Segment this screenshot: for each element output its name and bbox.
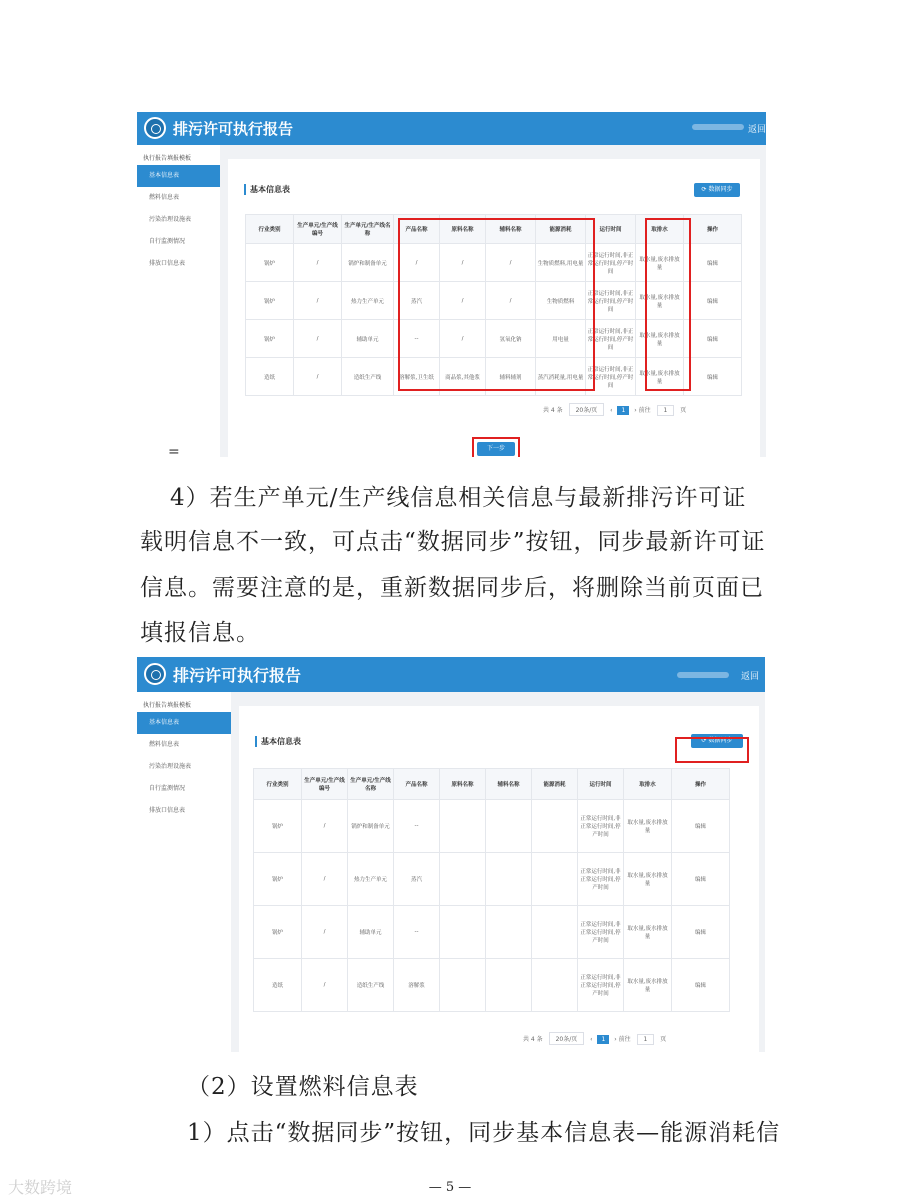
table-cell: 辅助单元 xyxy=(342,320,394,358)
user-name-blurred xyxy=(677,672,729,678)
edit-link[interactable]: 编辑 xyxy=(684,282,742,320)
header-runtime: 运行时间 xyxy=(578,769,624,800)
page-number: — 5 — xyxy=(428,1180,472,1195)
table-cell: 蒸汽 xyxy=(394,853,440,906)
page-unit: 页 xyxy=(680,407,687,414)
table-cell xyxy=(532,959,578,1012)
table-cell: / xyxy=(302,800,348,853)
header-unit-code: 生产单元/生产线编号 xyxy=(294,215,342,244)
user-name-blurred xyxy=(692,124,744,130)
pagination xyxy=(523,1032,666,1045)
header-water: 取排水 xyxy=(624,769,672,800)
table-cell: / xyxy=(294,320,342,358)
stray-mark: = xyxy=(168,444,180,460)
header-runtime: 运行时间 xyxy=(586,215,636,244)
sidebar-item-self-monitoring[interactable]: 自行监测情况 xyxy=(149,238,186,245)
header-product: 产品名称 xyxy=(394,215,440,244)
table-cell: 生物质燃料 xyxy=(536,282,586,320)
table-cell: / xyxy=(486,282,536,320)
header-energy: 能源消耗 xyxy=(532,769,578,800)
page-current[interactable]: 1 xyxy=(597,1035,609,1044)
header-raw-material: 原料名称 xyxy=(440,769,486,800)
highlight-box-materials xyxy=(398,218,595,391)
data-sync-button[interactable]: ⟳ 数据同步 xyxy=(691,734,743,748)
sidebar-item-basic-info[interactable]: 基本信息表 xyxy=(137,712,231,734)
table-cell: 氢氧化钠 xyxy=(486,320,536,358)
table-cell: 辅助单元 xyxy=(348,906,394,959)
back-link[interactable]: 返回 xyxy=(741,672,760,682)
paragraph-line-2: 载明信息不一致，可点击“数据同步”按钮，同步最新许可证 xyxy=(140,529,766,555)
paragraph-line-1: 4）若生产单元/生产线信息相关信息与最新排污许可证 xyxy=(170,485,747,511)
screenshot-basic-info-2 xyxy=(137,657,765,1052)
table-cell xyxy=(440,959,486,1012)
table-cell: 造纸 xyxy=(246,358,294,396)
table-cell: / xyxy=(302,959,348,1012)
paragraph-line-3: 信息。需要注意的是，重新数据同步后，将删除当前页面已 xyxy=(140,575,764,601)
header-auxiliary: 辅料名称 xyxy=(486,769,532,800)
pagination xyxy=(543,403,686,416)
table-cell: 取水量,废水排放量 xyxy=(624,853,672,906)
table-cell: 热力生产单元 xyxy=(342,282,394,320)
table-cell: -- xyxy=(394,320,440,358)
table-cell: / xyxy=(394,244,440,282)
table-cell: 正常运行时间,非正常运行时间,停产时间 xyxy=(586,244,636,282)
basic-info-table xyxy=(253,768,730,1012)
table-row xyxy=(254,853,730,906)
sidebar-group-title[interactable]: 执行报告填报模板 xyxy=(143,702,192,709)
table-cell: 取水量,废水排放量 xyxy=(624,959,672,1012)
data-sync-label: 数据同步 xyxy=(708,737,733,744)
sidebar-item-fuel-info[interactable]: 燃料信息表 xyxy=(149,741,180,748)
table-cell: / xyxy=(302,853,348,906)
table-row xyxy=(254,800,730,853)
data-sync-label: 数据同步 xyxy=(708,186,733,193)
sidebar-item-self-monitoring[interactable]: 自行监测情况 xyxy=(149,785,186,792)
table-cell: 正常运行时间,非正常运行时间,停产时间 xyxy=(578,906,624,959)
edit-link[interactable]: 编辑 xyxy=(672,906,730,959)
table-cell: 造纸生产线 xyxy=(348,959,394,1012)
table-cell: 溶解浆 xyxy=(394,959,440,1012)
table-cell: 锅炉 xyxy=(254,800,302,853)
table-cell: 锅炉和制备单元 xyxy=(348,800,394,853)
edit-link[interactable]: 编辑 xyxy=(672,853,730,906)
table-cell: / xyxy=(294,282,342,320)
table-cell: 生物质燃料,用电量 xyxy=(536,244,586,282)
header-industry: 行业类别 xyxy=(254,769,302,800)
page-size-select[interactable]: 20条/页 xyxy=(549,1032,585,1045)
table-cell xyxy=(532,906,578,959)
table-row xyxy=(254,906,730,959)
table-cell: 取水量,废水排放量 xyxy=(636,320,684,358)
table-cell: 取水量,废水排放量 xyxy=(636,244,684,282)
table-cell xyxy=(440,800,486,853)
app-header xyxy=(137,112,766,145)
table-cell: 取水量,废水排放量 xyxy=(624,906,672,959)
header-energy: 能源消耗 xyxy=(536,215,586,244)
header-industry: 行业类别 xyxy=(246,215,294,244)
table-cell: 正常运行时间,非正常运行时间,停产时间 xyxy=(578,800,624,853)
table-cell: 正常运行时间,非正常运行时间,停产时间 xyxy=(578,959,624,1012)
header-unit-name: 生产单元/生产线名称 xyxy=(348,769,394,800)
data-sync-button[interactable]: ⟳ 数据同步 xyxy=(694,183,740,197)
table-cell xyxy=(486,800,532,853)
highlight-box-sync xyxy=(675,737,749,763)
header-action: 操作 xyxy=(672,769,730,800)
section-heading: （2）设置燃料信息表 xyxy=(187,1074,419,1100)
sidebar-item-outlet-info[interactable]: 排放口信息表 xyxy=(149,260,186,267)
page-current[interactable]: 1 xyxy=(617,406,629,415)
next-page-icon[interactable]: › xyxy=(634,407,637,414)
sidebar xyxy=(137,145,221,457)
goto-input[interactable]: 1 xyxy=(657,405,675,416)
sidebar xyxy=(137,692,232,1052)
highlight-box-water xyxy=(645,218,691,391)
table-cell: 造纸生产线 xyxy=(342,358,394,396)
table-cell: / xyxy=(302,906,348,959)
edit-link[interactable]: 编辑 xyxy=(684,320,742,358)
app-title: 排污许可执行报告 xyxy=(173,120,294,138)
edit-link[interactable]: 编辑 xyxy=(672,959,730,1012)
table-cell: 取水量,废水排放量 xyxy=(624,800,672,853)
goto-label: 前往 xyxy=(618,1036,631,1043)
goto-input[interactable]: 1 xyxy=(637,1034,655,1045)
table-cell: 正常运行时间,非正常运行时间,停产时间 xyxy=(586,320,636,358)
header-water: 取排水 xyxy=(636,215,684,244)
edit-link[interactable]: 编辑 xyxy=(684,358,742,396)
header-raw-material: 原料名称 xyxy=(440,215,486,244)
header-unit-code: 生产单元/生产线编号 xyxy=(302,769,348,800)
sidebar-item-pollution-facility[interactable]: 污染治理设施表 xyxy=(149,763,192,770)
table-cell xyxy=(532,800,578,853)
table-cell: -- xyxy=(394,906,440,959)
table-cell: 造纸 xyxy=(254,959,302,1012)
sidebar-item-pollution-facility[interactable]: 污染治理设施表 xyxy=(149,216,192,223)
table-cell: 用电量 xyxy=(536,320,586,358)
sidebar-group-title[interactable]: 执行报告填报模板 xyxy=(143,155,192,162)
next-step-button[interactable]: 下一步 xyxy=(477,442,515,456)
header-unit-name: 生产单元/生产线名称 xyxy=(342,215,394,244)
app-header xyxy=(137,657,765,692)
next-page-icon[interactable]: › xyxy=(614,1036,617,1043)
table-cell xyxy=(486,906,532,959)
emblem-icon xyxy=(144,663,166,685)
edit-link[interactable]: 编辑 xyxy=(684,244,742,282)
table-cell: 锅炉 xyxy=(246,244,294,282)
header-auxiliary: 辅料名称 xyxy=(486,215,536,244)
table-cell: / xyxy=(486,244,536,282)
table-cell: 正常运行时间,非正常运行时间,停产时间 xyxy=(578,853,624,906)
back-link[interactable]: 返回 xyxy=(748,125,766,135)
table-cell: / xyxy=(294,358,342,396)
page-unit: 页 xyxy=(660,1036,667,1043)
table-cell: 取水量,废水排放量 xyxy=(636,282,684,320)
page-size-select[interactable]: 20条/页 xyxy=(569,403,605,416)
screenshot-basic-info-1 xyxy=(137,112,766,457)
table-cell: 热力生产单元 xyxy=(348,853,394,906)
table-cell: 锅炉 xyxy=(246,320,294,358)
table-cell: 锅炉 xyxy=(246,282,294,320)
sidebar-item-fuel-info[interactable]: 燃料信息表 xyxy=(149,194,180,201)
table-cell: 锅炉和制备单元 xyxy=(342,244,394,282)
header-product: 产品名称 xyxy=(394,769,440,800)
table-cell: 蒸汽 xyxy=(394,282,440,320)
prev-page-icon[interactable]: ‹ xyxy=(590,1036,593,1043)
table-cell: 商品浆,其他浆 xyxy=(440,358,486,396)
pager-total: 共 4 条 xyxy=(543,407,563,414)
table-cell: -- xyxy=(394,800,440,853)
pager-total: 共 4 条 xyxy=(523,1036,543,1043)
panel-title: 基本信息表 xyxy=(255,736,301,747)
edit-link[interactable]: 编辑 xyxy=(672,800,730,853)
table-cell xyxy=(440,906,486,959)
panel-title: 基本信息表 xyxy=(244,184,290,195)
sidebar-item-outlet-info[interactable]: 排放口信息表 xyxy=(149,807,186,814)
table-cell: / xyxy=(440,244,486,282)
table-cell: 溶解浆,卫生纸 xyxy=(394,358,440,396)
table-cell xyxy=(486,959,532,1012)
header-action: 操作 xyxy=(684,215,742,244)
table-cell: 正常运行时间,非正常运行时间,停产时间 xyxy=(586,358,636,396)
goto-label: 前往 xyxy=(638,407,651,414)
table-cell: 蒸汽消耗量,用电量 xyxy=(536,358,586,396)
emblem-icon xyxy=(144,117,166,139)
table-cell: 辅料辅剂 xyxy=(486,358,536,396)
table-cell xyxy=(440,853,486,906)
app-title: 排污许可执行报告 xyxy=(173,666,302,685)
table-cell: / xyxy=(294,244,342,282)
table-cell: / xyxy=(440,320,486,358)
paragraph-line-5: 1）点击“数据同步”按钮，同步基本信息表—能源消耗信 xyxy=(187,1120,781,1146)
table-cell xyxy=(532,853,578,906)
sidebar-item-basic-info[interactable]: 基本信息表 xyxy=(137,165,220,187)
table-cell: 正常运行时间,非正常运行时间,停产时间 xyxy=(586,282,636,320)
paragraph-line-4: 填报信息。 xyxy=(140,620,260,646)
watermark: 大数跨境 xyxy=(8,1178,73,1197)
table-row xyxy=(254,959,730,1012)
table-cell: 锅炉 xyxy=(254,853,302,906)
table-cell: 取水量,废水排放量 xyxy=(636,358,684,396)
table-cell: / xyxy=(440,282,486,320)
table-cell xyxy=(486,853,532,906)
table-cell: 锅炉 xyxy=(254,906,302,959)
table-header-row xyxy=(254,769,730,800)
prev-page-icon[interactable]: ‹ xyxy=(610,407,613,414)
